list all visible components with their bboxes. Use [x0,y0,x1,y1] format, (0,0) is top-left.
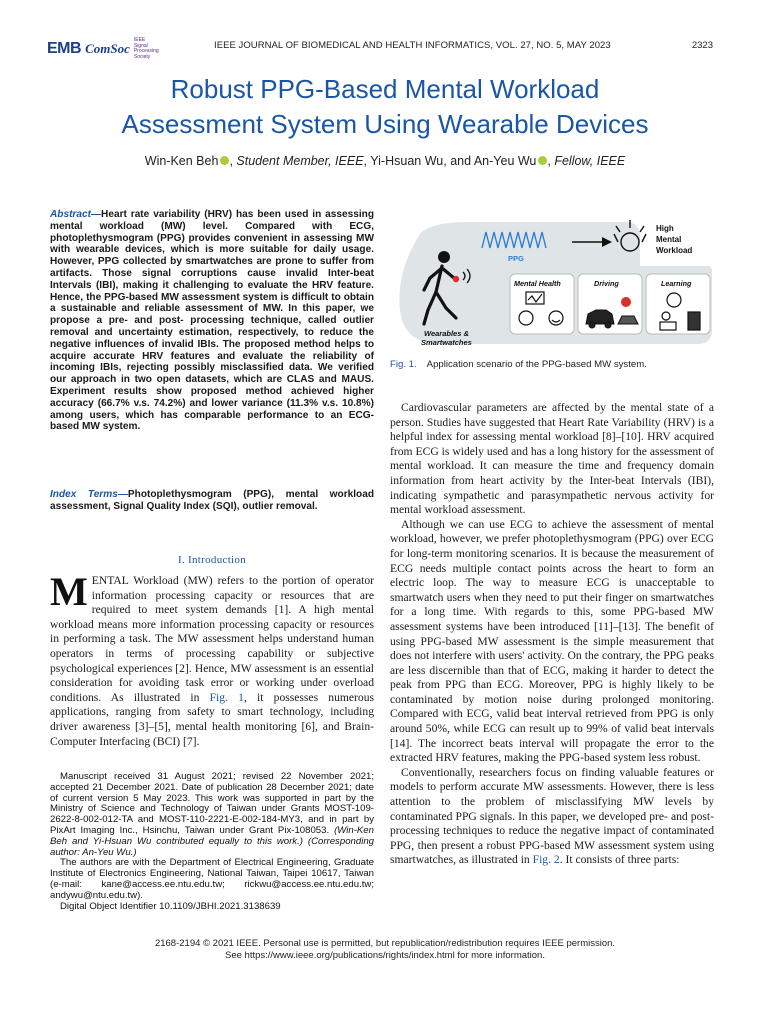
comsoc-logo: ComSoc [85,41,130,56]
high-mw-label-2: Mental [656,235,682,244]
emb-logo: EMB [47,40,82,57]
orcid-icon[interactable] [220,156,229,165]
abstract-label: Abstract— [50,209,102,220]
journal-header: IEEE JOURNAL OF BIOMEDICAL AND HEALTH INFORMATICS, VOL. 27, NO. 5, MAY 2023 [214,40,611,51]
abstract-text: Heart rate variability (HRV) has been used in assessing mental workload (MW) level. Compared with ECG, photoplethysmogram (PPG) provides convenient in assessing MW with wearable devices, which is more suitable for daily usage. However, PPG collected by smartwatches are prone to suffer from artifacts. Those signal corruptions cause invalid Inter-beat Intervals (IBI), making it challenging to evaluate the HRV feature. Hence, the PPG-based MW assessment system is difficult to obtain a sustainable and reliable assessment of MW. In this paper, we propose a pre- and post- processing technique, called outlier removal and uncertainty estimation, respectively, to reduce the negative influences of invalid IBIs. The proposed method helps to acquire accurate HRV features and evaluate the reliability of incoming IBIs, rejecting possibly misclassified data. We verified our approach in two open datasets, which are CLAS and MAUS. Experiment results show proposed method achieved higher accuracy (66.7% v.s. 74.2%) and lower variance (11.3% v.s. 10.8%) among users, which has comparable performance to an ECG-based MW system. [50,209,374,433]
figure-1-link[interactable]: Fig. 1 [209,690,244,704]
footnote [50,772,374,912]
figure-2-link[interactable]: Fig. 2 [532,853,560,867]
publisher-logos [47,37,159,60]
author-2: Yi-Hsuan Wu [370,154,444,168]
index-terms [50,489,374,513]
figure-1 [390,212,714,352]
author-3-role: Fellow, IEEE [554,154,626,168]
index-terms-text: Photoplethysmogram (PPG), mental workload assessment, Signal Quality Index (SQI), outlier removal. [50,489,374,512]
wearables-label-1: Wearables & [424,329,469,338]
section-heading-introduction: I. Introduction [177,554,247,566]
high-mw-label-1: High [656,224,674,233]
copyright-footer [40,938,730,961]
paragraph-ecg-vs-ppg: Although we can use ECG to achieve the assessment of mental workload, however, we prefer photoplethysmogram (PPG) over ECG for long-term monitoring scenarios. It is because the measurement of ECG needs multiple contact points across the heart to form an electric loop. The way to measure ECG is unacceptable to smartwatch users when they need to put their finger on smartwatches for a long time. With regards to this, some PPG-based MW assessment systems have been introduced [11]–[13]. The benefit of using PPG-based MW assessment is the simple measurement that does not interfere with users' activity. On the contrary, the PPG peaks are less discernible than that of ECG, making it harder to detect the peak from PPG than ECG. Moreover, PPG is highly likely to be contaminated by motion noise during prolonged monitoring. Compared with ECG, valid beat interval retrieved from PPG is only around 50%, while ECG can result up to 99% of valid beat intervals [14]. The incorrect beats interval will propagate the error to the extracted HRV features, making the PPG-based system less robust. [390,517,714,765]
footnote-affiliation: The authors are with the Department of Electrical Engineering, Graduate Institute of Electronics Engineering, National Taiwan, Taipei 10617, Taiwan (e-mail: kane@access.ee.ntu.edu.tw; rickwu@access.ee.ntu.edu.tw; andywu@ntu.edu.tw). [50,857,374,901]
index-terms-label: Index Terms— [50,489,128,500]
title-line-2: Assessment System Using Wearable Devices [121,109,649,139]
figure-1-caption [390,359,714,370]
copyright-line: 2168-2194 © 2021 IEEE. Personal use is permitted, but republication/redistribution requires IEEE permission. [154,938,616,949]
author-3: An-Yeu Wu [473,154,537,168]
paragraph-cardiovascular: Cardiovascular parameters are affected by the mental state of a person. Studies have suggested that Heart Rate Variability (HRV) is a helpful index for assessing mental workload [8]–[10]. HRV acquired from ECG is widely used and has a long history for the assessment of mental workload. It can measure the time and frequency domain information from heart activity by the Inter-beat Intervals (IBI), indicating sympathetic and parasympathetic nervous activity for mental workload assessment. [390,401,714,517]
page-number: 2323 [691,40,713,51]
driving-label: Driving [594,279,619,288]
mental-health-label: Mental Health [514,279,561,288]
rights-link-line: See https://www.ieee.org/publications/rights/index.html for more information. [225,949,545,961]
high-mw-label-3: Workload [656,246,693,255]
paragraph-conventional: Conventionally, researchers focus on finding valuable features or models to perform accurate MW assessments. However, there is less attention to the problem of misclassifying MW levels by contaminated PPG signals. In this paper, we developed pre- and post-processing techniques to reduce the negative impact of contaminated PPG, then present a robust PPG-based MW assessment system using smartwatches, as illustrated in Fig. 2. It consists of three parts: [390,765,714,867]
smartwatch-icon [453,276,459,282]
figure-1-caption-text: Application scenario of the PPG-based MW system. [426,359,647,370]
figure-1-caption-label: Fig. 1. [390,359,417,370]
footnote-doi: Digital Object Identifier 10.1109/JBHI.2021.3138639 [60,900,281,912]
signal-processing-society-logo: IEEE Signal Processing Society [133,37,159,60]
ppg-label: PPG [508,254,524,263]
title-line-1: Robust PPG-Based Mental Workload [170,74,600,104]
orcid-icon[interactable] [538,156,547,165]
figure-1-illustration [390,212,714,352]
author-1: Win-Ken Beh [144,154,219,168]
author-1-role: Student Member, IEEE [236,154,364,168]
footnote-manuscript: Manuscript received 31 August 2021; revised 22 November 2021; accepted 21 December 2021. Date of publication 28 December 2021; date of current version 5 May 2023. This work was supported in part by the Ministry of Science and Technology of Taiwan under Grants MOST-109-2622-8-002-012-TA and MOST-110-2221-E-002-184-MY3, and in part by PixArt Imaging Inc., Hsinchu, Taiwan under Grant Pix-108053. (Win-Ken Beh and Yi-Hsuan Wu contributed equally to this work.) (Corresponding author: An-Yeu Wu.) [50,771,374,858]
introduction-paragraph: MENTAL Workload (MW) refers to the portion of operator information processing capacity or resources that are required to meet system demands [1]. A high mental workload means more information processing capacity or resources in performing a task. The MW assessment helps understand human operators in terms of processing capability or subjective psychological experiences [2]. Hence, MW assessment is an essential consideration for avoiding task error or working under overload conditions. As illustrated in Fig. 1, it possesses numerous applications, ranging from safety to smart technology, including driver awareness [3]–[5], mental health monitoring [6], and Brain-Computer Interfacing (BCI) [7]. [50,569,374,748]
right-column-body [390,401,714,868]
learning-label: Learning [661,279,692,288]
abstract [50,209,374,433]
paper-title [40,72,730,142]
drop-cap: M [50,569,88,614]
wearables-label-2: Smartwatches [421,338,472,347]
author-line: Win-Ken Beh , Student Member, IEEE, Yi-Hsuan Wu, and An-Yeu Wu , Fellow, IEEE [144,154,626,168]
